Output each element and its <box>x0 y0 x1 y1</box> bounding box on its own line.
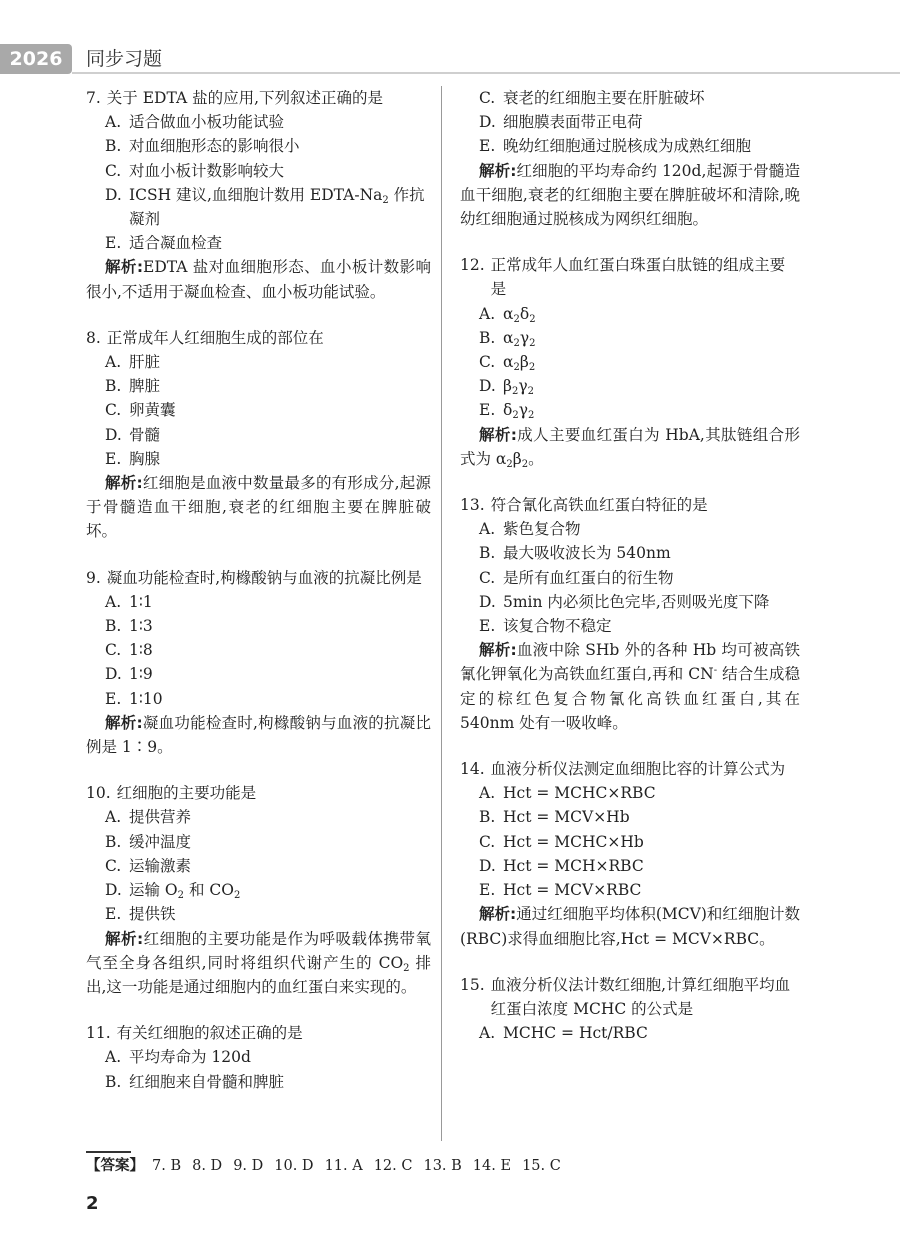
option-letter: E. <box>479 137 496 156</box>
option-item <box>479 1021 800 1045</box>
option-text: 是所有血红蛋白的衍生物 <box>503 568 674 587</box>
option-text: 提供营养 <box>129 808 192 827</box>
question-text: 凝血功能检查时,枸橼酸钠与血液的抗凝比例是 <box>106 568 422 587</box>
option-letter: C. <box>479 568 496 587</box>
explanation-text: 血液中除 SHb 外的各种 Hb 均可被高铁氰化钾氧化为高铁血红蛋白,再和 CN- 结合生成稳定的棕红色复合物氰化高铁血红蛋白,其在 540nm 处有一吸收峰。 <box>460 641 800 732</box>
option-list <box>460 517 800 638</box>
option-item <box>479 302 800 326</box>
question-stem <box>86 86 431 110</box>
question-number: 11. <box>86 1024 111 1043</box>
question-number: 12. <box>460 256 485 275</box>
option-item <box>479 566 800 590</box>
explanation <box>86 711 431 759</box>
option-item <box>479 134 800 158</box>
explanation-text: 红细胞的主要功能是作为呼吸载体携带氧气至全身各组织,同时将组织代谢产生的 $CO_2$ 排出,这一功能是通过细胞内的血红蛋白来实现的。 <box>86 929 431 996</box>
question-stem <box>86 1021 431 1045</box>
question-text: 血液分析仪法计数红细胞,计算红细胞平均血红蛋白浓度 MCHC 的公式是 <box>490 975 791 1018</box>
answer-item: 14. E <box>472 1158 512 1174</box>
question-block <box>86 1021 431 1094</box>
option-list <box>86 1045 431 1093</box>
option-item <box>105 854 431 878</box>
option-text: 1∶10 <box>129 689 163 708</box>
explanation-label: 解析: <box>105 258 144 277</box>
year-tab: 2026 <box>0 44 72 74</box>
option-letter: D. <box>105 185 122 204</box>
option-item <box>105 638 431 662</box>
option-item <box>105 110 431 134</box>
option-text: 5min 内必须比色完毕,否则吸光度下降 <box>503 592 770 611</box>
option-text: 缓冲温度 <box>129 832 192 851</box>
option-list <box>86 110 431 255</box>
option-text: 卵黄囊 <box>129 401 176 420</box>
option-item <box>105 447 431 471</box>
page-number: 2 <box>86 1193 99 1214</box>
explanation-text: 凝血功能检查时,枸橼酸钠与血液的抗凝比例是 1∶9。 <box>86 713 431 757</box>
option-item <box>479 878 800 902</box>
option-letter: A. <box>105 808 122 827</box>
left-column <box>86 86 431 1116</box>
explanation <box>460 159 800 232</box>
option-text: 运输 $O_2$ 和 $CO_2$ <box>129 881 241 902</box>
option-item <box>479 374 800 398</box>
option-text: $\alpha_2\gamma_2$ <box>503 328 536 349</box>
question-block <box>86 86 431 304</box>
option-item <box>105 662 431 686</box>
option-letter: E. <box>479 881 496 900</box>
option-item <box>105 134 431 158</box>
question-number: 8. <box>86 328 101 347</box>
option-text: 紫色复合物 <box>503 520 581 539</box>
option-item <box>479 326 800 350</box>
answer-item: 11. A <box>324 1158 363 1174</box>
question-text: 红细胞的主要功能是 <box>116 784 257 803</box>
option-text: 肝脏 <box>129 353 161 372</box>
option-letter: E. <box>479 401 496 420</box>
explanation-label: 解析: <box>479 641 517 660</box>
section-title: 同步习题 <box>86 48 163 70</box>
option-text: $\delta_2\gamma_2$ <box>503 401 535 422</box>
question-stem <box>86 781 431 805</box>
option-text: Hct = MCH×RBC <box>503 856 644 875</box>
explanation-label: 解析: <box>479 905 517 924</box>
answer-item: 12. C <box>373 1158 413 1174</box>
right-column <box>460 86 800 1067</box>
option-letter: A. <box>105 592 122 611</box>
explanation-label: 解析: <box>105 929 144 948</box>
option-item <box>105 374 431 398</box>
option-text: 最大吸收波长为 540nm <box>503 544 671 563</box>
question-block <box>460 493 800 735</box>
question-stem <box>460 973 800 1021</box>
option-letter: A. <box>479 784 496 803</box>
option-text: Hct = MCV×RBC <box>503 881 642 900</box>
explanation <box>460 423 800 471</box>
option-text: Hct = MCV×Hb <box>503 808 630 827</box>
option-item <box>105 159 431 183</box>
option-text: 脾脏 <box>129 377 161 396</box>
option-list <box>86 590 431 711</box>
option-list <box>460 781 800 902</box>
question-block <box>86 781 431 999</box>
option-letter: B. <box>105 377 122 396</box>
option-item <box>105 614 431 638</box>
question-stem <box>86 566 431 590</box>
option-letter: D. <box>479 592 496 611</box>
question-11-continued <box>460 86 800 231</box>
explanation-label: 解析: <box>105 713 143 732</box>
option-letter: A. <box>105 353 122 372</box>
question-number: 15. <box>460 975 485 994</box>
option-item <box>105 805 431 829</box>
option-list <box>460 1021 800 1045</box>
option-letter: C. <box>105 856 122 875</box>
option-list <box>86 805 431 926</box>
option-list <box>86 350 431 471</box>
option-text: $\alpha_2\beta_2$ <box>503 353 536 374</box>
option-letter: B. <box>105 137 122 156</box>
option-letter: C. <box>105 161 122 180</box>
option-text: 适合凝血检查 <box>129 234 223 253</box>
question-number: 14. <box>460 760 485 779</box>
explanation-text: 成人主要血红蛋白为 HbA,其肽链组合形式为 $\alpha_2\beta_2$。 <box>460 425 800 470</box>
answer-key-items <box>152 1158 572 1174</box>
option-text: $\beta_2\gamma_2$ <box>503 377 534 398</box>
question-stem <box>460 493 800 517</box>
option-text: 胸腺 <box>129 449 161 468</box>
option-text: MCHC = Hct/RBC <box>503 1024 648 1043</box>
answer-item: 15. C <box>522 1158 561 1174</box>
explanation-text: 红细胞的平均寿命约 120d,起源于骨髓造血干细胞,衰老的红细胞主要在脾脏破坏和清除,晚幼红细胞通过脱核成为网织红细胞。 <box>460 161 800 229</box>
option-item <box>479 110 800 134</box>
option-item <box>105 687 431 711</box>
option-text: 1∶9 <box>129 665 153 684</box>
explanation-label: 解析: <box>105 474 143 493</box>
option-letter: E. <box>105 905 122 924</box>
option-letter: D. <box>105 881 122 900</box>
option-letter: B. <box>105 832 122 851</box>
option-letter: B. <box>105 617 122 636</box>
answer-key-label: 【答案】 <box>86 1158 144 1174</box>
option-text: 1∶8 <box>129 641 153 660</box>
option-letter: A. <box>479 1024 496 1043</box>
option-text: 1∶1 <box>129 592 153 611</box>
option-letter: C. <box>105 641 122 660</box>
option-item <box>105 830 431 854</box>
option-text: 该复合物不稳定 <box>503 617 612 636</box>
option-text: 1∶3 <box>129 617 153 636</box>
option-text: 运输激素 <box>129 856 192 875</box>
explanation-label: 解析: <box>479 161 517 180</box>
option-letter: E. <box>105 234 122 253</box>
option-item <box>479 398 800 422</box>
question-block <box>460 757 800 951</box>
option-list <box>460 86 800 159</box>
explanation-text: 通过红细胞平均体积(MCV)和红细胞计数(RBC)求得血细胞比容,Hct = MCV×RBC。 <box>460 905 800 948</box>
answer-item: 7. B <box>152 1158 182 1174</box>
question-block <box>460 973 800 1046</box>
question-text: 正常成年人血红蛋白珠蛋白肽链的组成主要是 <box>490 256 786 299</box>
question-block <box>86 326 431 544</box>
option-text: 晚幼红细胞通过脱核成为成熟红细胞 <box>503 137 752 156</box>
option-item <box>479 614 800 638</box>
answers-rule <box>86 1151 131 1153</box>
question-stem <box>460 253 800 301</box>
explanation <box>86 255 431 303</box>
option-text: $\alpha_2\delta_2$ <box>503 304 536 325</box>
option-item <box>105 902 431 926</box>
explanation <box>460 638 800 735</box>
option-letter: B. <box>105 1072 122 1091</box>
question-block <box>86 566 431 760</box>
option-text: ICSH 建议,血细胞计数用 EDTA-$Na_2$ 作抗凝剂 <box>129 185 425 229</box>
option-item <box>479 541 800 565</box>
option-text: 对血细胞形态的影响很小 <box>129 137 300 156</box>
option-item <box>105 183 431 231</box>
option-letter: A. <box>479 304 496 323</box>
option-letter: A. <box>479 520 496 539</box>
option-letter: D. <box>479 113 496 132</box>
option-item <box>479 590 800 614</box>
option-item <box>479 781 800 805</box>
explanation-text: 红细胞是血液中数量最多的有形成分,起源于骨髓造血干细胞,衰老的红细胞主要在脾脏破坏。 <box>86 474 431 541</box>
option-letter: D. <box>479 856 496 875</box>
option-text: 对血小板计数影响较大 <box>129 161 285 180</box>
option-letter: A. <box>105 113 122 132</box>
explanation <box>86 471 431 544</box>
option-text: Hct = MCHC×RBC <box>503 784 656 803</box>
option-item <box>105 878 431 902</box>
option-item <box>105 1045 431 1069</box>
page-header <box>0 0 900 80</box>
answer-item: 10. D <box>274 1158 314 1174</box>
option-letter: D. <box>479 377 496 396</box>
option-letter: E. <box>105 689 122 708</box>
explanation <box>86 927 431 1000</box>
option-text: 衰老的红细胞主要在肝脏破坏 <box>503 89 705 107</box>
option-letter: B. <box>479 328 496 347</box>
question-number: 9. <box>86 568 101 587</box>
header-rule <box>72 72 900 74</box>
option-letter: C. <box>479 353 496 372</box>
option-item <box>105 590 431 614</box>
question-stem <box>460 757 800 781</box>
explanation-label: 解析: <box>479 425 517 444</box>
option-text: 红细胞来自骨髓和脾脏 <box>129 1072 285 1091</box>
option-letter: A. <box>105 1048 122 1067</box>
question-stem <box>86 326 431 350</box>
option-item <box>105 231 431 255</box>
question-block <box>460 253 800 471</box>
option-letter: D. <box>105 665 122 684</box>
option-text: 细胞膜表面带正电荷 <box>503 113 643 132</box>
question-number: 10. <box>86 784 111 803</box>
option-item <box>479 350 800 374</box>
question-text: 关于 EDTA 盐的应用,下列叙述正确的是 <box>106 89 384 107</box>
option-letter: E. <box>105 449 122 468</box>
option-letter: B. <box>479 808 496 827</box>
option-letter: B. <box>479 544 496 563</box>
answer-key <box>86 1156 572 1176</box>
explanation <box>460 902 800 950</box>
option-letter: D. <box>105 425 122 444</box>
question-text: 正常成年人红细胞生成的部位在 <box>106 328 324 347</box>
question-text: 符合氰化高铁血红蛋白特征的是 <box>490 496 708 515</box>
option-item <box>105 423 431 447</box>
option-text: 骨髓 <box>129 425 161 444</box>
option-item <box>479 805 800 829</box>
column-divider <box>441 86 442 1141</box>
explanation-text: EDTA 盐对血细胞形态、血小板计数影响很小,不适用于凝血检查、血小板功能试验。 <box>86 258 431 301</box>
option-item <box>479 854 800 878</box>
option-text: 提供铁 <box>129 905 176 924</box>
option-text: Hct = MCHC×Hb <box>503 832 644 851</box>
answer-item: 9. D <box>233 1158 264 1174</box>
option-letter: C. <box>479 89 496 107</box>
option-text: 适合做血小板功能试验 <box>129 113 285 132</box>
answer-item: 13. B <box>423 1158 462 1174</box>
option-item <box>105 350 431 374</box>
option-item <box>479 517 800 541</box>
option-letter: E. <box>479 617 496 636</box>
option-item <box>479 86 800 110</box>
option-item <box>479 830 800 854</box>
question-text: 血液分析仪法测定血细胞比容的计算公式为 <box>490 760 786 779</box>
option-letter: C. <box>479 832 496 851</box>
question-text: 有关红细胞的叙述正确的是 <box>116 1024 303 1043</box>
option-text: 平均寿命为 120d <box>129 1048 251 1067</box>
option-list <box>460 302 800 423</box>
option-item <box>105 1070 431 1094</box>
answer-item: 8. D <box>192 1158 223 1174</box>
question-number: 7. <box>86 89 101 107</box>
question-number: 13. <box>460 496 485 515</box>
option-letter: C. <box>105 401 122 420</box>
option-item <box>105 398 431 422</box>
